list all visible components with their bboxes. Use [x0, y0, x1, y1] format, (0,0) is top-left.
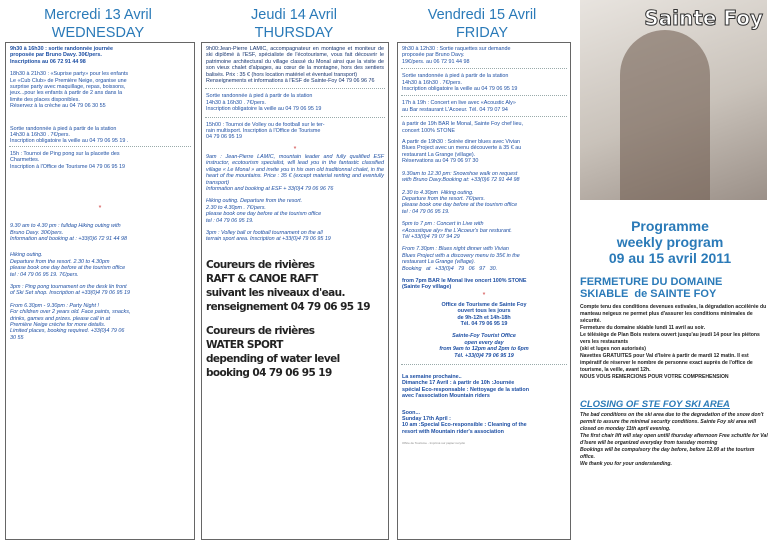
column-thursday [196, 0, 392, 540]
events-box [397, 42, 571, 540]
day-en: FRIDAY [455, 25, 509, 41]
closing-fr-title: FERMETURE DU DOMAINE SKIABLE de SAINTE FOY [580, 276, 723, 300]
event-text: 5pm to 7 pm : Concert in Live with «Acoustique aly» the L'Acoeur's bar resturant. Tél +33(0)4 79 07 94 29 [402, 221, 512, 240]
tourist-office-fr: Office de Tourisme de Sainte Foy ouvert tous les jours de 9h-12h et 14h-18h Tél. 04 79 06 95 19 [441, 301, 527, 327]
event-text: 9h00:Jean-Pierre LAMIC, accompagnateur en montagne et moniteur de ski diplômé à l'ESF, spécialiste de l'écotourisme, vous fait découvrir le patrimoine architectural du village classé du Monal ainsi que la visite de son vieux chalet d'alpages, au cœur de la montagne, hors des sentiers balisés. Prix : 35 € (hors location matériel et éventuel transport) Renseignements et informations à l'ESF de Sainte-Foy 04 79 06 96 76 [206, 46, 384, 85]
separator-star: * [293, 145, 297, 153]
day-header [392, 0, 572, 42]
tourist-office-en: Sainte-Foy Tourist Office open every day from 9am to 12pm and 2pm to 6pm Tél. +33(0)4 79 06 95 19 [439, 333, 529, 359]
separator-star: * [482, 291, 486, 299]
closing-fr-body: Compte tenu des conditions devenues estivales, la dégradation accélérée du manteau neigeux ne permet plus d'assurer les conditions minimales de sécurité. Fermeture du domaine skiable lundi 11 avril au soir. Le télésiège de Plan Bois restera ouvert jusqu'au jeudi 14 pour les piétons vers les restaurants (ski et luges non autorisés) Navettes GRATUITES pour Val d'Isère à partir de mardi 12 matin. Il est impératif de réserver le nombre de personne exact auprès de l'office de tourisme, la veille, avant 12h. NOUS VOUS REMERCIONS POUR VOTRE COMPREHENSION [580, 304, 767, 380]
day-fr: Mercredi 13 Avril [44, 7, 152, 23]
person-silhouette-icon [620, 30, 710, 200]
event-text: From 7.30pm : Blues night dinner with Vivian Blues Project with a discovery menu to 35€ in the restaurant La Grange (village). Booking at +33(0)4 79 06 97 30. [402, 246, 520, 272]
day-header [0, 0, 196, 42]
closing-en-title: CLOSING OF STE FOY SKI AREA [580, 399, 730, 410]
event-text: 9.30am to 12.30 pm: Snowshoe walk on request with Bruno Davy.Booking at: +33(0)6 72 91 44 98 [402, 170, 520, 184]
event-text: Sortie randonnée à pied à partir de la station 14h30 à 16h30 . 7€/pers. Inscription obligatoire la veille au 04 79 06 95 19 [206, 93, 322, 113]
event-text: à partir de 19h BAR le Monal, Sainte Foy chef lieu, concert 100% STONE [402, 121, 524, 134]
programme-title: Programme weekly program 09 au 15 avril 2011 [608, 218, 732, 266]
column-info [572, 0, 768, 468]
event-text: 9am : Jean-Pierre LAMIC, mountain leader and fully qualified ESF instructor, ecotourism specialist, will lead you in the fantastic classified village « Le Monal » and invite you in his own old traditionnal chalet, in the heart of the mountains. Price : 35 € (except material renting and eventully transport) Information and booking at ESF + 33(0)4 79 06 96 76 [206, 153, 384, 192]
event-text: 2.30 to 4.30pm Hiking outing. Departure from the resort. 7€/pers. please book one day before at the tourism office tel : 04 79 06 95 19. [402, 189, 518, 215]
event-text: From 6.30pm - 9.30pm : Party Night ! For children over 2 years old. Face paints, snacks, drinks, games and prizes. please call in at Première Neige crèche for more details. Limited places, booking required. +33(0)4 79 06 30 55 [10, 302, 131, 341]
cover-photo [580, 0, 767, 200]
rafting-ad: Coureurs de rivières RAFT & CANOE RAFT suivant les niveaux d'eau. renseignement 04 79 06 95 19 [206, 258, 370, 313]
separator-star: * [98, 205, 102, 213]
column-wednesday [0, 0, 196, 540]
event-text: 3pm : Ping pong tournament on the desk lin front of Ski Set shop. Inscription at +33(0)4 79 06 95 19 [10, 283, 131, 297]
event-text: from 7pm BAR le Monal live oncert 100% STONE (Sainte Foy village) [402, 277, 527, 291]
events-box [201, 42, 389, 540]
events-box [5, 42, 195, 540]
water-sport-ad: Coureurs de rivières WATER SPORT depending of water level booking 04 79 06 95 19 [206, 324, 340, 379]
day-en: THURSDAY [254, 25, 334, 41]
day-header [196, 0, 392, 42]
event-text: Hiking outing. Departure from the resort. 2.30 to 4.30pm please book one day before at the tourism office tel : 04 79 06 95 19. 7€/pers. [10, 252, 126, 278]
day-fr: Vendredi 15 Avril [427, 7, 537, 23]
event-text: 9h30 à 12h30 : Sortie raquettes sur demande proposée par Bruno Davy. 19€/pers. au 06 72 91 44 98 [402, 46, 511, 65]
next-week-en: Soon... Sunday 17th April : 10 am :Special Eco-responsible : Cleaning of the resort with Mountain rider's association [402, 409, 527, 435]
event-text: 15h00 : Tournoi de Volley ou de football sur le ter- rain multisport. Inscription à l'Office de Tourisme 04 79 06 95 19 [206, 121, 325, 141]
event-text: A partir de 19h30 : Soirée diner blues avec Vivian Blues Project avec un menu découverte à 35 € au restaurant La Grange (village). Réservations au 04 79 06 97 30 [402, 139, 522, 165]
day-fr: Jeudi 14 Avril [251, 7, 337, 23]
footnote: Office de Tourisme - Imprimé sur papier recyclé [402, 441, 465, 446]
event-text: Sortie randonnée à pied à partir de la station 14h30 à 16h30 . 7€/pers. Inscription obligatoire la veille au 04 79 06 95 19 . [10, 125, 129, 145]
column-friday [392, 0, 572, 540]
event-text: 9.30 am to 4.30 pm : fulldag Hiking outing with Bruno Davy. 30€/pers. Information and booking at : +33(0)6 72 91 44 98 [10, 223, 128, 242]
event-text: 15h : Tournoi de Ping pong sur la placette des Charmettes. Inscription à l'Office de Tourisme 04 79 06 95 19 [10, 150, 125, 170]
event-text: 17h à 19h : Concert en live avec «Acoustic Aly» au Bar restaurant L'Acoeur. Tél. 04 79 07 94 [402, 100, 516, 113]
event-text: Sortie randonnée à pied à partir de la station 14h30 à 16h30 . 7€/pers. Inscription obligatoire la veille au 04 79 06 95 19 [402, 73, 518, 93]
event-text: 3pm : Volley ball or football tournament on the all terrain sport area. Inscription at +33(0)4 79 06 95 19 [206, 229, 331, 243]
next-week-fr: La semaine prochaine.. Dimanche 17 Avril : à partir de 10h :Journée spécial Eco-responsable : Nettoyage de la station avec l'association Mountain riders [402, 374, 530, 400]
event-text: 18h30 à 21h30 : «Suprise party» pour les enfants Le «Cub Club» de Première Neige, organise une surprise party avec maquillage, repas, boissons, jeux...pour les enfants à partir de 2 ans dans la limite des places disponibles. Réservez à la crèche au 04 79 06 30 55 [10, 71, 129, 110]
closing-en-body: The bad conditions on the ski area due to the degradation of the snow don't permit to assure the minimal security conditions. Sainte Foy ski area will closed on monday 11th april evening. The first chair lift will stay open untill thursday afternoon Free schuttle for Val d'Isere will be organized everyday from tuesday morning Bookings will be compulsory the day before, before 12.00 at the tourism office. We thank you for your understanding. [580, 412, 768, 467]
event-text: 9h30 à 16h30 : sortie randonnée journée proposée par Bruno Davy. 30€/pers. Inscriptions au 06 72 91 44 98 [10, 46, 114, 65]
day-en: WEDNESDAY [51, 25, 145, 41]
logo: Sainte Foy [644, 6, 763, 30]
event-text: Hiking outing. Departure from the resort. 2.30 to 4.30pm . 7€/pers. please book one day before at the tourism office tel : 04 79 06 95 19. [206, 198, 322, 224]
